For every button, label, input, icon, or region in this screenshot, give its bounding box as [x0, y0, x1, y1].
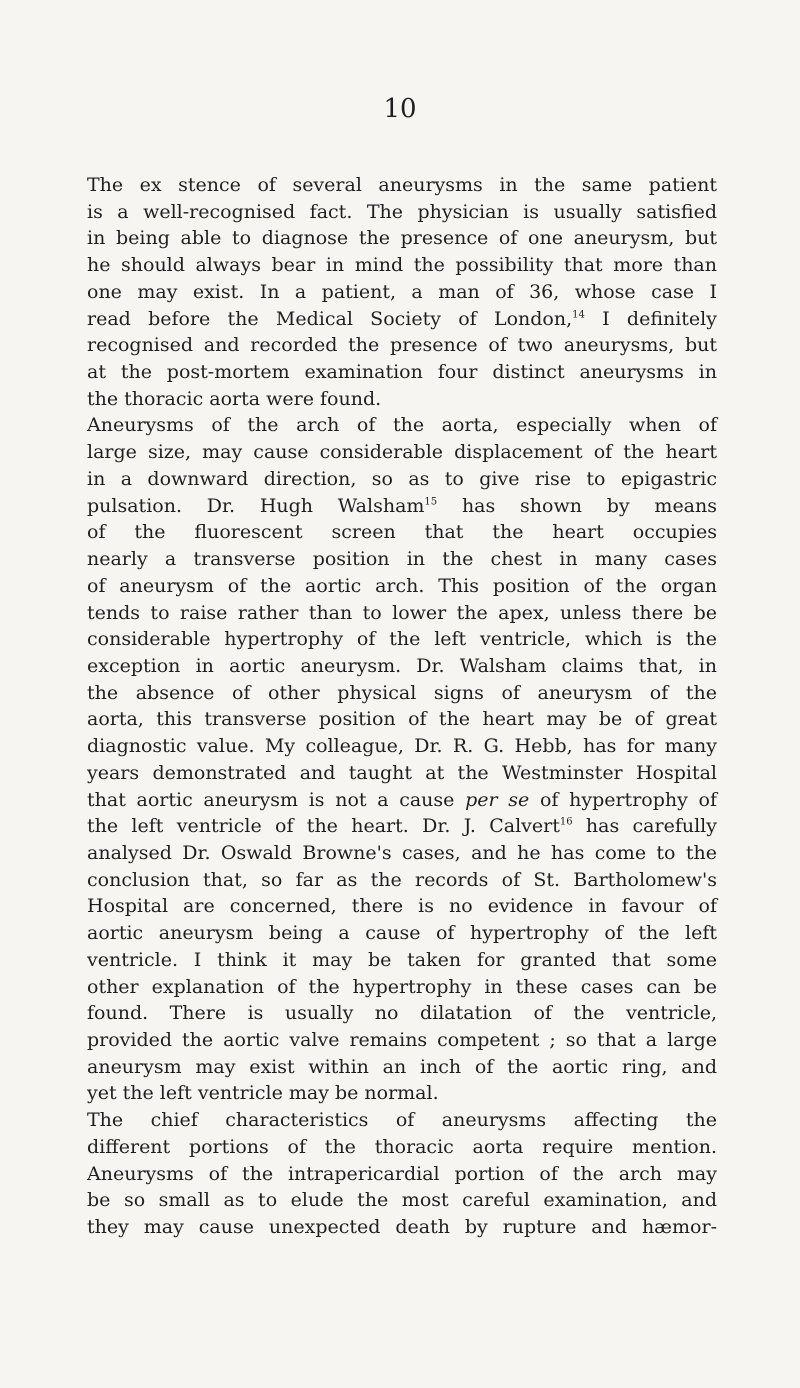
- text-segment: that aortic aneurysm is not a cause: [87, 788, 455, 811]
- text-segment: the left ventricle of the heart. Dr. J. Calvert: [87, 815, 560, 838]
- text-line: [87, 493, 717, 520]
- text-line: be so small as to elude the most careful examination, and: [87, 1189, 717, 1212]
- text-segment: read before the Medical Society of London,: [87, 307, 573, 330]
- text-line: found. There is usually no dilatation of the ventricle,: [87, 1002, 717, 1025]
- text-line: of the fluorescent screen that the heart occupies: [87, 521, 717, 544]
- text-line: one may exist. In a patient, a man of 36, whose case I: [87, 280, 717, 303]
- text-segment: pulsation. Dr. Hugh Walsham: [87, 494, 425, 517]
- text-line: large size, may cause considerable displacement of the heart: [87, 441, 717, 464]
- paragraph-3: [87, 1107, 717, 1241]
- paragraph-1: [87, 172, 717, 412]
- paragraph-2: [87, 412, 717, 1107]
- text-line: in a downward direction, so as to give rise to epigastric: [87, 467, 717, 490]
- text-line: Aneurysms of the arch of the aorta, especially when of: [87, 414, 717, 437]
- text-line: recognised and recorded the presence of two aneurysms, but: [87, 334, 717, 357]
- text-segment: I definitely: [584, 307, 717, 330]
- text-line: nearly a transverse position in the chest in many cases: [87, 548, 717, 571]
- italic-phrase: per se: [465, 788, 530, 811]
- footnote-ref: 15: [424, 496, 438, 508]
- text-segment: of hypertrophy of: [529, 788, 717, 811]
- text-line: provided the aortic valve remains competent ; so that a large: [87, 1029, 717, 1051]
- text-line: ventricle. I think it may be taken for granted that some: [87, 948, 717, 971]
- text-line: [87, 306, 717, 333]
- text-line: they may cause unexpected death by rupture and hæmor-: [87, 1216, 717, 1239]
- text-line: The ex stence of several aneurysms in the same patient: [87, 174, 717, 196]
- text-segment: has carefully: [572, 815, 717, 838]
- text-line: Aneurysms of the intrapericardial portion of the arch may: [87, 1162, 717, 1185]
- text-line: [87, 787, 717, 814]
- footnote-ref: 14: [572, 309, 585, 321]
- footnote-ref: 16: [559, 816, 573, 828]
- text-line: years demonstrated and taught at the Westminster Hospital: [87, 761, 717, 784]
- text-line: the thoracic aorta were found.: [87, 387, 382, 410]
- text-line: tends to raise rather than to lower the apex, unless there be: [87, 601, 717, 624]
- text-line: at the post-mortem examination four distinct aneurysms in: [87, 361, 717, 384]
- text-line: aorta, this transverse position of the heart may be of great: [87, 708, 717, 731]
- text-line: The chief characteristics of aneurysms affecting the: [87, 1109, 717, 1132]
- body-text: [87, 172, 717, 1241]
- text-line: Hospital are concerned, there is no evidence in favour of: [87, 895, 717, 918]
- text-line: [87, 813, 717, 840]
- text-line: conclusion that, so far as the records of St. Bartholomew's: [87, 868, 717, 891]
- text-segment: has shown by means: [437, 494, 718, 517]
- page-number: 10: [383, 94, 417, 124]
- text-line: other explanation of the hypertrophy in these cases can be: [87, 975, 717, 998]
- text-line: exception in aortic aneurysm. Dr. Walsham claims that, in: [87, 654, 717, 677]
- text-line: diagnostic value. My colleague, Dr. R. G. Hebb, has for many: [87, 735, 717, 758]
- text-line: aortic aneurysm being a cause of hypertrophy of the left: [87, 922, 717, 945]
- text-line: considerable hypertrophy of the left ventricle, which is the: [87, 628, 717, 651]
- text-line: analysed Dr. Oswald Browne's cases, and he has come to the: [87, 841, 717, 864]
- text-line: the absence of other physical signs of aneurysm of the: [87, 681, 717, 704]
- text-line: in being able to diagnose the presence of one aneurysm, but: [87, 227, 717, 250]
- text-line: yet the left ventricle may be normal.: [87, 1082, 439, 1105]
- text-line: different portions of the thoracic aorta require mention.: [87, 1135, 717, 1158]
- text-line: he should always bear in mind the possibility that more than: [87, 254, 717, 277]
- text-line: is a well-recognised fact. The physician is usually satisfied: [87, 200, 717, 223]
- text-line: aneurysm may exist within an inch of the aortic ring, and: [87, 1055, 717, 1078]
- text-line: of aneurysm of the aortic arch. This position of the organ: [87, 574, 717, 597]
